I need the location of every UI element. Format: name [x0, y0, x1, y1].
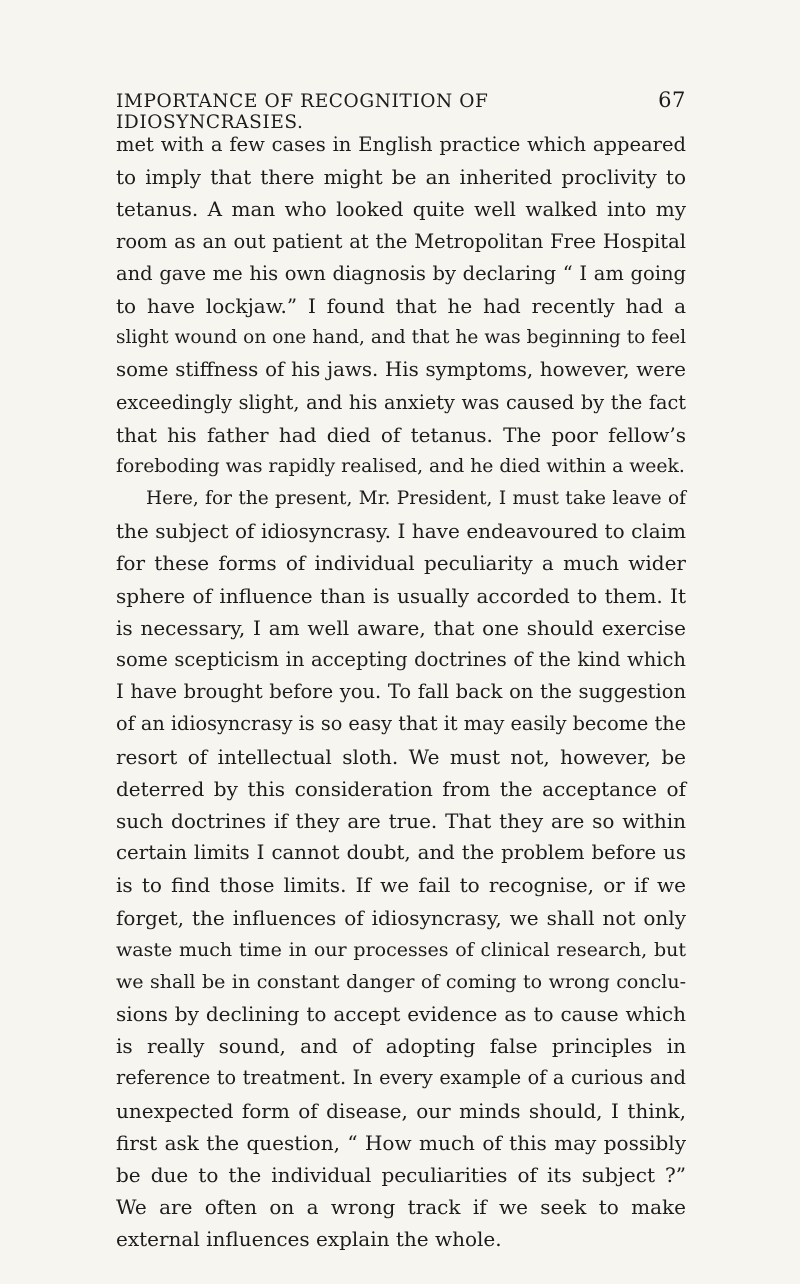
text-line: foreboding was rapidly realised, and he died within a week. [116, 455, 685, 477]
text-line: I have brought before you. To fall back on the suggestion [116, 680, 686, 704]
text-line: to imply that there might be an inherited proclivity to [116, 165, 686, 190]
text-line: certain limits I cannot doubt, and the problem before us [116, 841, 686, 865]
text-line: to have lockjaw.” I found that he had recently had a [116, 293, 686, 318]
text-line: tetanus. A man who looked quite well walked into my [116, 197, 686, 222]
page-number: 67 [658, 88, 686, 112]
text-line: be due to the individual peculiarities of its subject ?” [116, 1163, 686, 1187]
text-line: waste much time in our processes of clinical research, but [116, 938, 686, 961]
text-line: that his father had died of tetanus. The poor fellow’s [116, 422, 686, 447]
body-text [116, 129, 686, 1256]
text-line: We are often on a wrong track if we seek to make [116, 1195, 686, 1220]
text-line: slight wound on one hand, and that he was beginning to feel [116, 327, 686, 349]
text-line: external influences explain the whole. [116, 1227, 502, 1252]
text-line: sphere of influence than is usually accorded to them. It [116, 583, 686, 608]
text-line: the subject of idiosyncrasy. I have endeavoured to claim [116, 519, 686, 544]
text-line: deterred by this consideration from the acceptance of [116, 776, 686, 801]
text-line: some scepticism in accepting doctrines of the kind which [116, 648, 686, 671]
text-line: room as an out patient at the Metropolitan Free Hospital [116, 229, 686, 253]
text-line: exceedingly slight, and his anxiety was caused by the fact [116, 390, 686, 414]
text-line: reference to treatment. In every example of a curious and [116, 1066, 686, 1090]
text-line: and gave me his own diagnosis by declaring “ I am going [116, 261, 686, 285]
text-line: sions by declining to accept evidence as to cause which [116, 1002, 686, 1027]
text-line: is to find those limits. If we fail to recognise, or if we [116, 873, 686, 898]
text-line: of an idiosyncrasy is so easy that it may easily become the [116, 712, 686, 736]
text-line: resort of intellectual sloth. We must not, however, be [116, 744, 686, 769]
running-head [116, 88, 686, 133]
text-line: is necessary, I am well aware, that one should exercise [116, 615, 686, 640]
text-line: such doctrines if they are true. That they are so within [116, 808, 686, 833]
text-line: we shall be in constant danger of coming to wrong conclu- [116, 970, 686, 993]
text-line: for these forms of individual peculiarity a much wider [116, 551, 686, 576]
text-line: is really sound, and of adopting false principles in [116, 1034, 686, 1059]
text-line: met with a few cases in English practice which appeared [116, 133, 686, 156]
text-line: first ask the question, “ How much of this may possibly [116, 1130, 686, 1155]
running-title: IMPORTANCE OF RECOGNITION OF IDIOSYNCRASIES. [116, 91, 489, 133]
text-line: Here, for the present, Mr. President, I must take leave of [146, 488, 686, 510]
text-line: forget, the influences of idiosyncrasy, we shall not only [116, 905, 686, 930]
text-line: unexpected form of disease, our minds should, I think, [116, 1098, 686, 1123]
text-line: some stiffness of his jaws. His symptoms, however, were [116, 358, 686, 382]
